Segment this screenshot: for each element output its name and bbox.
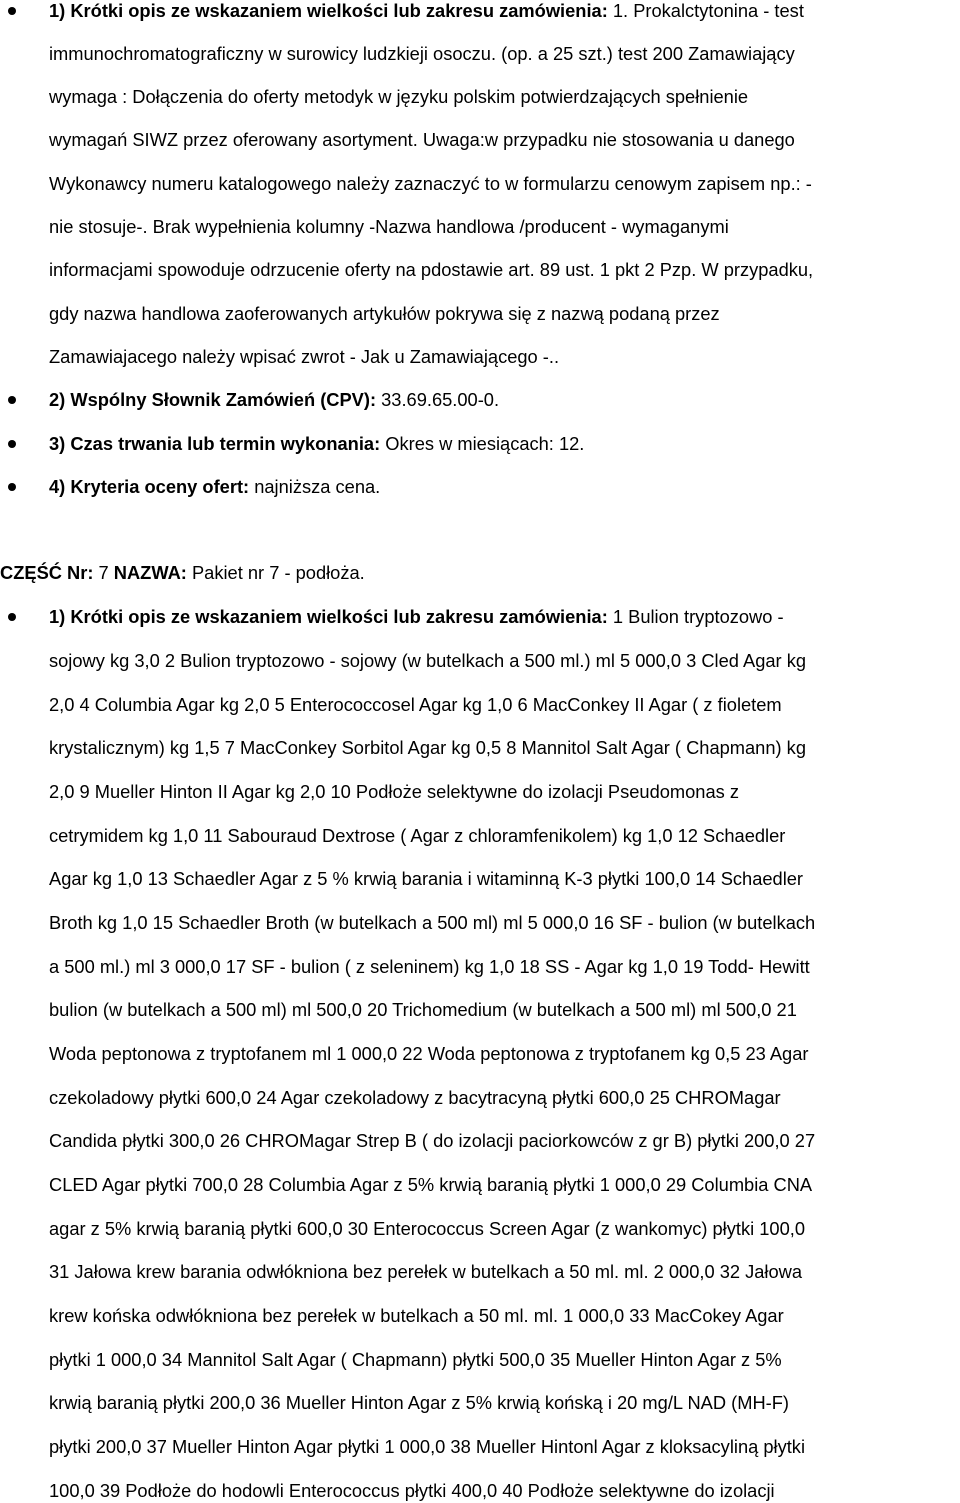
bullet-icon	[8, 613, 16, 621]
part-label: CZĘŚĆ Nr:	[0, 562, 94, 583]
item-label: 2) Wspólny Słownik Zamówień (CPV):	[49, 389, 377, 410]
item-label: 1) Krótki opis ze wskazaniem wielkości lub zakresu zamówienia:	[49, 606, 608, 627]
bullet-icon	[8, 7, 16, 15]
item-label: 3) Czas trwania lub termin wykonania:	[49, 433, 381, 454]
name-value: Pakiet nr 7 - podłoża.	[186, 562, 365, 583]
item-label: 1) Krótki opis ze wskazaniem wielkości lub zakresu zamówienia:	[49, 0, 608, 21]
bullet-icon	[8, 396, 16, 404]
name-label: NAZWA:	[113, 562, 187, 583]
part-value: 7	[93, 562, 114, 583]
item-label: 4) Kryteria oceny ofert:	[49, 476, 250, 497]
section-heading	[0, 562, 365, 584]
bullet-icon	[8, 440, 16, 448]
bullet-icon	[8, 483, 16, 491]
